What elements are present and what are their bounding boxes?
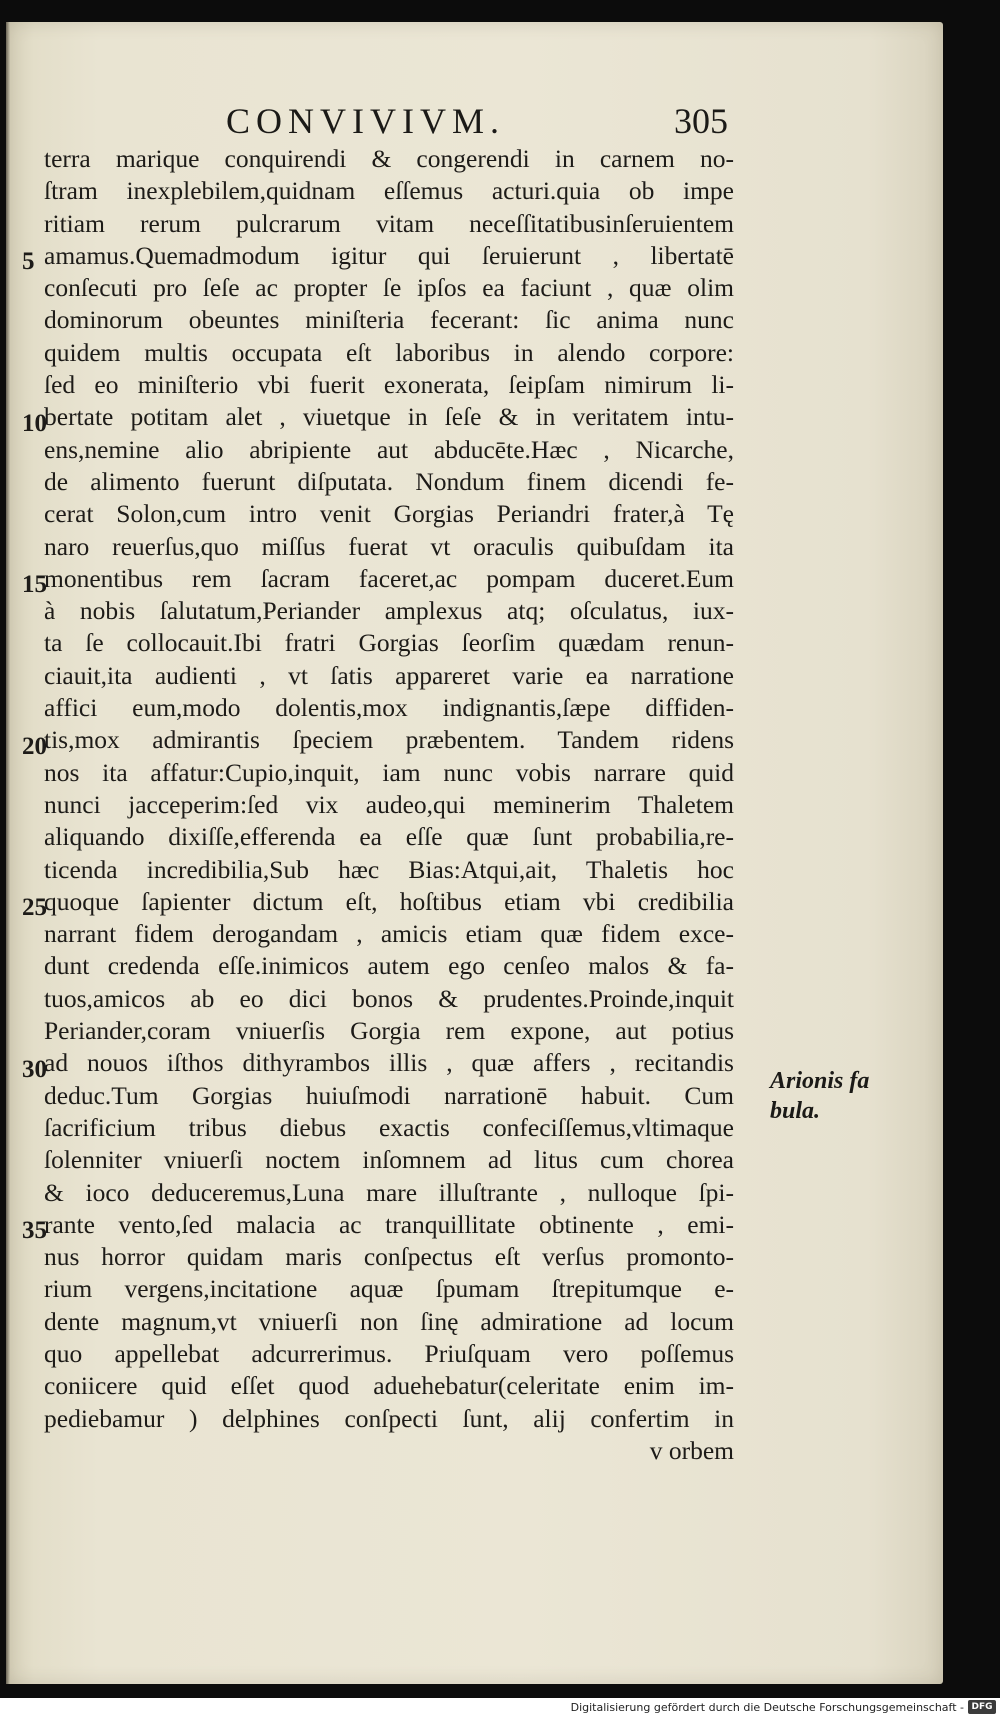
line-number: 35 bbox=[22, 1217, 47, 1244]
text-line: cerat Solon,cum intro venit Gorgias Periandri frater,à Tę bbox=[44, 499, 734, 529]
text-line: de alimento fuerunt diſputata. Nondum finem dicendi fe- bbox=[44, 466, 734, 496]
text-line: amamus.Quemadmodum igitur qui ſeruierunt , libertatē bbox=[44, 240, 734, 270]
text-line: ritiam rerum pulcrarum vitam neceſſitatibusinſeruientem bbox=[44, 208, 734, 238]
dfg-logo: DFG bbox=[968, 1700, 996, 1714]
text-line: conſecuti pro ſeſe ac propter ſe ipſos ea faciunt , quæ olim bbox=[44, 273, 734, 303]
text-line: coniicere quid eſſet quod aduehebatur(celeritate enim im- bbox=[44, 1371, 734, 1401]
text-line: ens,nemine alio abripiente aut abducēte.Hæc , Nicarche, bbox=[44, 434, 734, 464]
page-edge-shadow bbox=[6, 22, 10, 1684]
funding-credit: Digitalisierung gefördert durch die Deutsche Forschungsgemeinschaft - bbox=[570, 1701, 964, 1714]
text-line: quoque ſapienter dictum eſt, hoſtibus etiam vbi credibilia bbox=[44, 886, 734, 916]
text-line: dunt credenda eſſe.inimicos autem ego cenſeo malos & fa- bbox=[44, 951, 734, 981]
text-line: rante vento,ſed malacia ac tranquillitate obtinente , emi- bbox=[44, 1209, 734, 1239]
text-line: & ioco deduceremus,Luna mare illuſtrante , nulloque ſpi- bbox=[44, 1177, 734, 1207]
footer-bar bbox=[0, 1698, 1000, 1717]
text-line: ta ſe collocauit.Ibi fratri Gorgias ſeorſim quædam renun- bbox=[44, 628, 734, 658]
book-page bbox=[6, 22, 943, 1684]
catchword-line: v orbem bbox=[649, 1435, 734, 1465]
line-number: 5 bbox=[22, 248, 35, 275]
text-line: nos ita affatur:Cupio,inquit, iam nunc vobis narrare quid bbox=[44, 757, 734, 787]
text-line: bertate potitam alet , viuetque in ſeſe & in veritatem intu- bbox=[44, 402, 734, 432]
line-number: 10 bbox=[22, 410, 47, 437]
text-line: tuos,amicos ab eo dici bonos & prudentes.Proinde,inquit bbox=[44, 983, 734, 1013]
body-text bbox=[44, 143, 734, 1467]
text-line: Periander,coram vniuerſis Gorgia rem expone, aut potius bbox=[44, 1016, 734, 1046]
text-line: affici eum,modo dolentis,mox indignantis,ſæpe diffiden- bbox=[44, 693, 734, 723]
text-line: à nobis ſalutatum,Periander amplexus atq; oſculatus, iux- bbox=[44, 596, 734, 626]
text-line: quidem multis occupata eſt laboribus in alendo corpore: bbox=[44, 337, 734, 367]
text-line: deduc.Tum Gorgias huiuſmodi narrationē habuit. Cum bbox=[44, 1080, 734, 1110]
page-number: 305 bbox=[674, 101, 728, 141]
text-line: tis,mox admirantis ſpeciem præbentem. Tandem ridens bbox=[44, 725, 734, 755]
text-line: dominorum obeuntes miniſteria fecerant: ſic anima nunc bbox=[44, 305, 734, 335]
running-head bbox=[6, 96, 943, 146]
text-line: ad nouos iſthos dithyrambos illis , quæ affers , recitandis bbox=[44, 1048, 734, 1078]
line-number: 30 bbox=[22, 1056, 47, 1083]
text-line: monentibus rem ſacram faceret,ac pompam duceret.Eum bbox=[44, 563, 734, 593]
text-line: nunci jacceperim:ſed vix audeo,qui meminerim Thaletem bbox=[44, 789, 734, 819]
text-line: rium vergens,incitatione aquæ ſpumam ſtrepitumque e- bbox=[44, 1274, 734, 1304]
text-line: naro reuerſus,quo miſſus fuerat vt oraculis quibuſdam ita bbox=[44, 531, 734, 561]
text-line: terra marique conquirendi & congerendi in carnem no- bbox=[44, 144, 734, 173]
text-line: quo appellebat adcurrerimus. Priuſquam vero poſſemus bbox=[44, 1338, 734, 1368]
text-line: dente magnum,vt vniuerſi non ſinę admiratione ad locum bbox=[44, 1306, 734, 1336]
text-line: ſacrificium tribus diebus exactis confeciſſemus,vltimaque bbox=[44, 1112, 734, 1142]
line-number: 25 bbox=[22, 894, 47, 921]
text-line: ciauit,ita audienti , vt ſatis appareret varie ea narratione bbox=[44, 660, 734, 690]
line-number: 15 bbox=[22, 571, 47, 598]
text-line: pediebamur ) delphines conſpecti ſunt, alij confertim in bbox=[44, 1403, 734, 1433]
marginal-note-line: Arionis fa bbox=[770, 1068, 870, 1094]
text-line: ticenda incredibilia,Sub hæc Bias:Atqui,ait, Thaletis hoc bbox=[44, 854, 734, 884]
text-line: ſolenniter vniuerſi noctem inſomnem ad litus cum chorea bbox=[44, 1145, 734, 1175]
text-line: aliquando dixiſſe,efferenda ea eſſe quæ ſunt probabilia,re- bbox=[44, 822, 734, 852]
marginal-note-line: bula. bbox=[770, 1098, 821, 1124]
text-line: ſed eo miniſterio vbi fuerit exonerata, ſeipſam nimirum li- bbox=[44, 370, 734, 400]
text-line: narrant fidem derogandam , amicis etiam quæ fidem exce- bbox=[44, 919, 734, 949]
text-line: nus horror quidam maris conſpectus eſt verſus promonto- bbox=[44, 1242, 734, 1272]
text-line: ſtram inexplebilem,quidnam eſſemus acturi.quia ob impe bbox=[44, 176, 734, 206]
marginal-note bbox=[770, 1066, 869, 1126]
running-head-title: CONVIVIVM. bbox=[226, 101, 505, 141]
line-number: 20 bbox=[22, 733, 47, 760]
